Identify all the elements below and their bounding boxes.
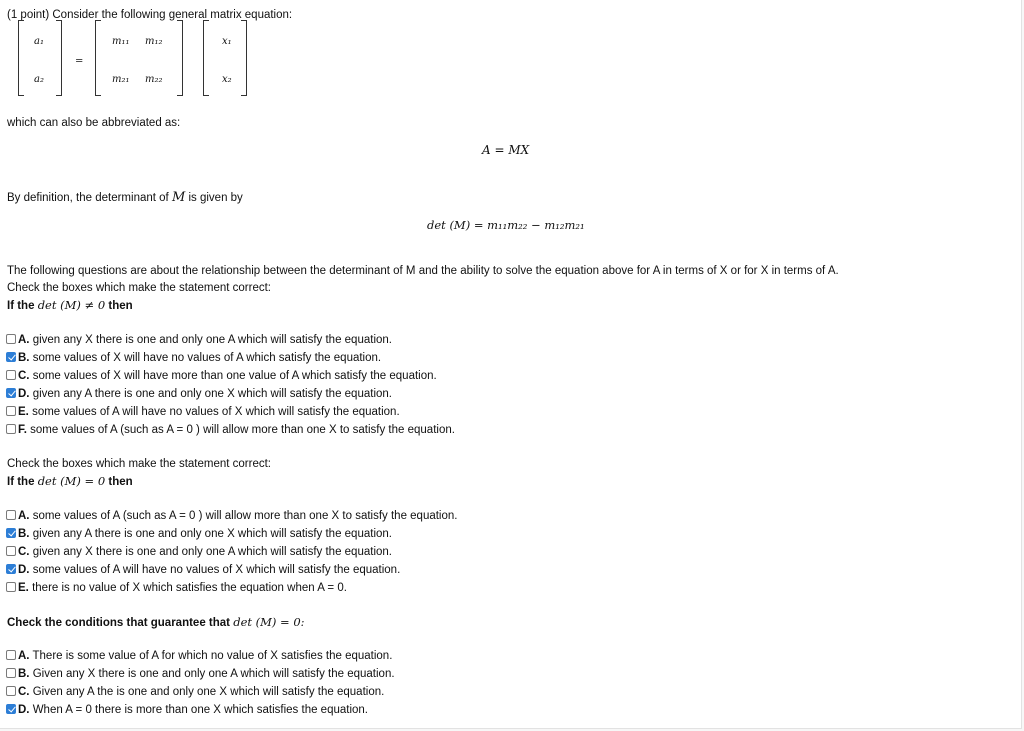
q3-heading-pre: Check the conditions that guarantee that	[7, 617, 230, 629]
q2-cond-math: det (M) = 0	[37, 474, 106, 488]
q1-option[interactable]	[6, 422, 455, 438]
q2-condition	[7, 474, 133, 488]
option-text: Given any X there is one and only one A which will satisfy the equation.	[32, 668, 395, 680]
option-text: given any A there is one and only one X which will satisfy the equation.	[32, 388, 392, 400]
q2-option[interactable]	[6, 580, 347, 596]
q1-cond-pre: If the	[7, 300, 35, 312]
option-letter: D.	[18, 704, 30, 716]
option-text: some values of X will have more than one value of A which satisfy the equation.	[32, 370, 437, 382]
q1-condition	[7, 298, 133, 312]
option-text: given any X there is one and only one A which will satisfy the equation.	[32, 546, 392, 558]
bracket-right-a	[56, 20, 62, 96]
option-letter: B.	[18, 352, 30, 364]
q3-heading	[7, 615, 305, 629]
matrix-m21: m₂₁	[112, 74, 130, 85]
bracket-left-m	[95, 20, 101, 96]
bracket-right-m	[177, 20, 183, 96]
q3-option[interactable]	[6, 702, 368, 718]
option-letter: C.	[18, 546, 30, 558]
option-letter: D.	[18, 388, 30, 400]
matrix-equals: =	[75, 56, 84, 67]
abbrev-equation: A = MX	[482, 143, 530, 157]
checkbox[interactable]	[6, 406, 16, 416]
option-text: some values of A (such as A = 0 ) will allow more than one X to satisfy the equation.	[30, 424, 455, 436]
option-letter: A.	[18, 334, 30, 346]
option-text: some values of X will have no values of A which satisfy the equation.	[32, 352, 382, 364]
option-letter: C.	[18, 370, 30, 382]
bracket-left-x	[203, 20, 209, 96]
q1-option[interactable]	[6, 386, 392, 402]
checkbox[interactable]	[6, 510, 16, 520]
q2-instruction: Check the boxes which make the statement correct:	[7, 458, 271, 470]
matrix-m11: m₁₁	[112, 36, 130, 47]
matrix-x1: x₁	[222, 36, 232, 47]
option-letter: A.	[18, 510, 30, 522]
q2-option[interactable]	[6, 544, 392, 560]
q2-option[interactable]	[6, 526, 392, 542]
checkbox[interactable]	[6, 528, 16, 538]
q3-heading-math: det (M) = 0:	[233, 615, 305, 629]
option-letter: E.	[18, 582, 29, 594]
option-text: given any X there is one and only one A which will satisfy the equation.	[32, 334, 392, 346]
q1-cond-math: det (M) ≠ 0	[37, 298, 106, 312]
checkbox[interactable]	[6, 582, 16, 592]
q1-option[interactable]	[6, 368, 437, 384]
option-letter: C.	[18, 686, 30, 698]
option-letter: A.	[18, 650, 30, 662]
det-definition-m: M	[171, 190, 186, 205]
option-text: some values of A will have no values of X which will satisfy the equation.	[32, 406, 400, 418]
q1-instruction: Check the boxes which make the statement correct:	[7, 282, 271, 294]
det-definition	[7, 190, 243, 205]
matrix-x2: x₂	[222, 74, 232, 85]
q2-option[interactable]	[6, 562, 400, 578]
checkbox[interactable]	[6, 334, 16, 344]
option-letter: B.	[18, 528, 30, 540]
checkbox[interactable]	[6, 546, 16, 556]
det-formula: det (M) = m₁₁m₂₂ − m₁₂m₂₁	[427, 218, 585, 232]
option-text: given any A there is one and only one X which will satisfy the equation.	[32, 528, 392, 540]
q3-option[interactable]	[6, 648, 392, 664]
option-letter: F.	[18, 424, 27, 436]
checkbox[interactable]	[6, 650, 16, 660]
option-letter: E.	[18, 406, 29, 418]
intro-text: (1 point) Consider the following general matrix equation:	[7, 9, 293, 21]
q1-option[interactable]	[6, 404, 400, 420]
option-text: When A = 0 there is more than one X which satisfies the equation.	[32, 704, 368, 716]
q1-option[interactable]	[6, 332, 392, 348]
checkbox[interactable]	[6, 370, 16, 380]
det-definition-post: is given by	[188, 192, 243, 204]
option-text: some values of A (such as A = 0 ) will allow more than one X to satisfy the equation.	[32, 510, 458, 522]
option-letter: B.	[18, 668, 30, 680]
matrix-a2: a₂	[34, 74, 44, 85]
q1-option[interactable]	[6, 350, 381, 366]
checkbox[interactable]	[6, 424, 16, 434]
q3-option[interactable]	[6, 684, 384, 700]
det-definition-pre: By definition, the determinant of	[7, 192, 169, 204]
abbrev-text: which can also be abbreviated as:	[7, 117, 181, 129]
checkbox[interactable]	[6, 668, 16, 678]
matrix-a1: a₁	[34, 36, 44, 47]
q2-cond-pre: If the	[7, 476, 35, 488]
checkbox[interactable]	[6, 564, 16, 574]
checkbox[interactable]	[6, 388, 16, 398]
q1-cond-post: then	[108, 300, 133, 312]
option-text: There is some value of A for which no value of X satisfies the equation.	[32, 650, 393, 662]
option-letter: D.	[18, 564, 30, 576]
matrix-m22: m₂₂	[145, 74, 163, 85]
checkbox[interactable]	[6, 352, 16, 362]
q3-option[interactable]	[6, 666, 395, 682]
option-text: there is no value of X which satisfies the equation when A = 0.	[32, 582, 347, 594]
q2-cond-post: then	[108, 476, 133, 488]
bracket-left-a	[18, 20, 24, 96]
relationship-text: The following questions are about the relationship between the determinant of M and the ability to solve the equation above for A in terms of X or for X in terms of A.	[7, 265, 839, 277]
bracket-right-x	[241, 20, 247, 96]
checkbox[interactable]	[6, 704, 16, 714]
option-text: Given any A the is one and only one X which will satisfy the equation.	[32, 686, 385, 698]
q2-option[interactable]	[6, 508, 457, 524]
matrix-m12: m₁₂	[145, 36, 163, 47]
option-text: some values of A will have no values of X which will satisfy the equation.	[32, 564, 401, 576]
checkbox[interactable]	[6, 686, 16, 696]
